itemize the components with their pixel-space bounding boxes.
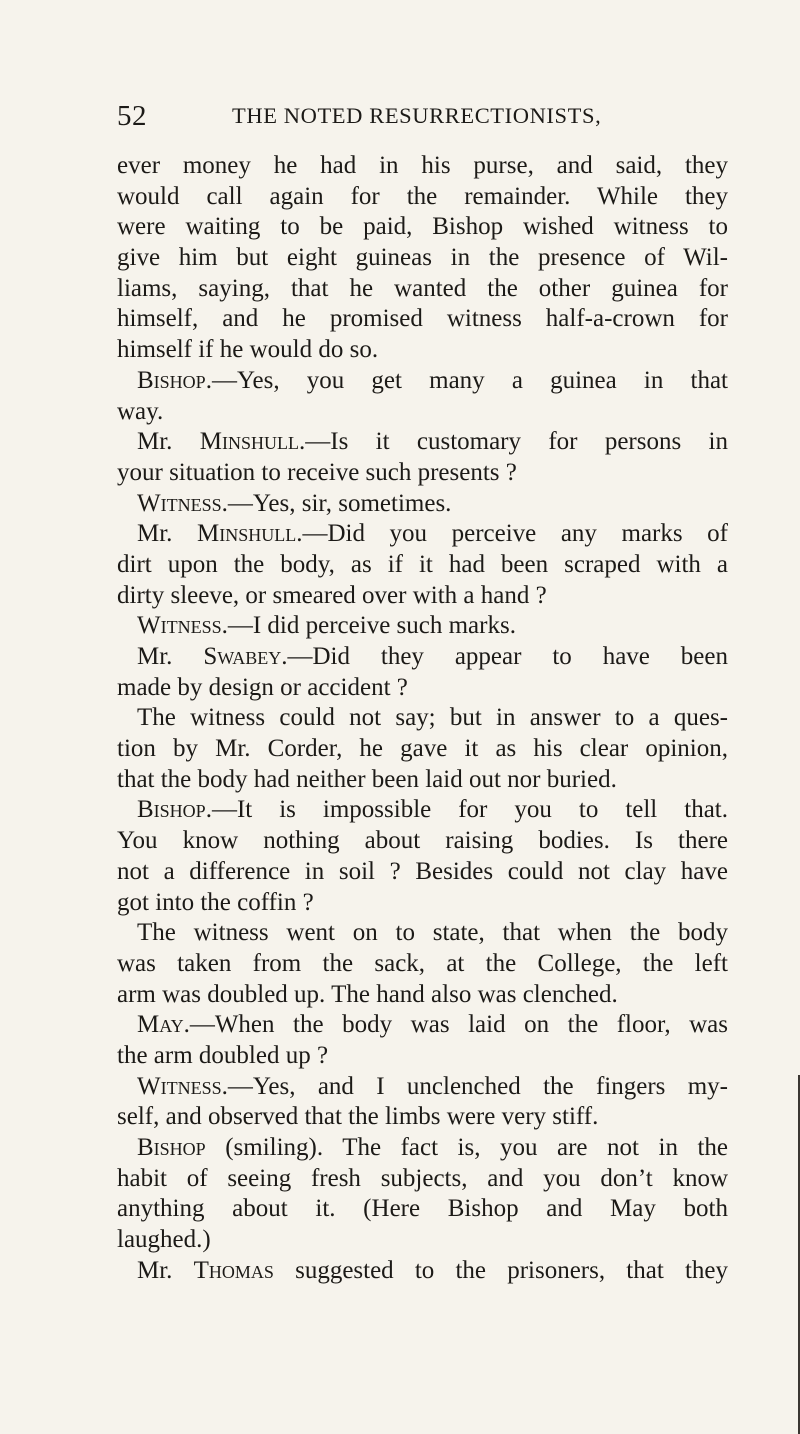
text-line bbox=[117, 458, 728, 489]
line-text: that the body had neither been laid out nor buried. bbox=[117, 765, 617, 793]
line-text: —Yes, sir, sometimes. bbox=[227, 489, 452, 517]
line-text: —I did perceive such marks. bbox=[227, 612, 516, 640]
line-text: self, and observed that the limbs were very stiff. bbox=[117, 1103, 599, 1131]
speaker-name: Bishop bbox=[137, 1134, 206, 1161]
text-line bbox=[117, 1041, 728, 1072]
text-line bbox=[117, 795, 728, 826]
text-line bbox=[117, 427, 728, 458]
speaker-name: Witness. bbox=[137, 1072, 228, 1100]
page-body-text bbox=[117, 151, 728, 1286]
line-text: —Is it customary for persons in bbox=[305, 428, 728, 456]
speaker-name: Witness. bbox=[137, 612, 228, 640]
line-text: (smiling). The fact is, you are not in the bbox=[205, 1134, 728, 1161]
line-text: dirty sleeve, or smeared over with a hand ? bbox=[117, 581, 547, 609]
text-line bbox=[117, 673, 728, 704]
line-text: —Did you perceive any marks of bbox=[302, 520, 728, 548]
line-text: liams, saying, that he wanted the other guinea for bbox=[117, 274, 728, 302]
page-number: 52 bbox=[117, 100, 147, 132]
text-line bbox=[117, 949, 728, 980]
line-text: your situation to receive such presents ? bbox=[117, 458, 517, 486]
line-text: made by design or accident ? bbox=[117, 673, 408, 701]
text-line bbox=[117, 703, 728, 734]
text-line bbox=[117, 1164, 728, 1195]
text-line bbox=[117, 857, 728, 888]
text-line bbox=[117, 611, 728, 642]
text-line bbox=[117, 182, 728, 213]
speaker-name: Minshull. bbox=[197, 520, 303, 548]
text-line bbox=[117, 826, 728, 857]
text-line bbox=[117, 1133, 728, 1164]
speaker-name: May. bbox=[137, 1011, 190, 1039]
text-line bbox=[117, 519, 728, 550]
text-line bbox=[117, 243, 728, 274]
text-line bbox=[117, 212, 728, 243]
line-text: suggested to the prisoners, that they bbox=[273, 1256, 728, 1284]
line-text: were waiting to be paid, Bishop wished witness to bbox=[117, 213, 728, 241]
text-line bbox=[117, 581, 728, 612]
text-line bbox=[117, 397, 728, 428]
speaker-prefix: Mr. bbox=[137, 1256, 194, 1284]
line-text: —When the body was laid on the floor, was bbox=[189, 1011, 728, 1039]
speaker-name: Bishop. bbox=[137, 796, 212, 824]
line-text: —Yes, you get many a guinea in that bbox=[211, 366, 728, 394]
line-text: —It is impossible for you to tell that. bbox=[211, 796, 728, 824]
line-text: You know nothing about raising bodies. Is there bbox=[117, 827, 728, 855]
line-text: The witness could not say; but in answer to a ques- bbox=[137, 704, 728, 732]
line-text: would call again for the remainder. While they bbox=[117, 182, 728, 210]
text-line bbox=[117, 1072, 728, 1103]
text-line bbox=[117, 489, 728, 520]
line-text: give him but eight guineas in the presence of Wil- bbox=[117, 244, 728, 272]
text-line bbox=[117, 734, 728, 765]
speaker-prefix: Mr. bbox=[137, 643, 204, 670]
line-text: the arm doubled up ? bbox=[117, 1041, 329, 1069]
text-line bbox=[117, 366, 728, 397]
text-line bbox=[117, 550, 728, 581]
line-text: himself, and he promised witness half-a-crown for bbox=[117, 305, 728, 333]
text-line bbox=[117, 1194, 728, 1225]
text-line bbox=[117, 765, 728, 796]
speaker-name: Minshull. bbox=[199, 428, 306, 456]
text-line bbox=[117, 918, 728, 949]
line-text: himself if he would do so. bbox=[117, 336, 379, 364]
speaker-name: Thomas bbox=[193, 1256, 274, 1284]
line-text: not a difference in soil ? Besides could not clay have bbox=[117, 857, 728, 885]
line-text: anything about it. (Here Bishop and May both bbox=[117, 1195, 728, 1223]
text-line bbox=[117, 1225, 728, 1256]
speaker-prefix: Mr. bbox=[137, 428, 200, 456]
line-text: got into the coffin ? bbox=[117, 888, 314, 916]
text-line bbox=[117, 304, 728, 335]
text-line bbox=[117, 274, 728, 305]
text-line bbox=[117, 1256, 728, 1287]
text-line bbox=[117, 980, 728, 1011]
text-line bbox=[117, 1010, 728, 1041]
line-text: way. bbox=[117, 397, 164, 425]
line-text: tion by Mr. Corder, he gave it as his clear opinion, bbox=[117, 735, 728, 763]
line-text: was taken from the sack, at the College, the left bbox=[117, 949, 728, 977]
text-line bbox=[117, 642, 728, 673]
line-text: The witness went on to state, that when the body bbox=[137, 919, 728, 947]
speaker-name: Bishop. bbox=[137, 366, 212, 394]
line-text: habit of seeing fresh subjects, and you don’t know bbox=[117, 1164, 728, 1192]
speaker-name: Swabey. bbox=[203, 643, 288, 670]
speaker-name: Witness. bbox=[137, 489, 228, 517]
speaker-prefix: Mr. bbox=[137, 520, 197, 548]
text-line bbox=[117, 151, 728, 182]
running-head: THE NOTED RESURRECTIONISTS, bbox=[232, 103, 602, 128]
line-text: laughed.) bbox=[117, 1226, 211, 1254]
page-header bbox=[117, 100, 727, 134]
line-text: ever money he had in his purse, and said, they bbox=[117, 152, 728, 179]
line-text: arm was doubled up. The hand also was clenched. bbox=[117, 980, 618, 1008]
line-text: dirt upon the body, as if it had been scraped with a bbox=[117, 550, 728, 578]
text-line bbox=[117, 888, 728, 919]
text-line bbox=[117, 335, 728, 366]
text-line bbox=[117, 1102, 728, 1133]
line-text: —Did they appear to have been bbox=[287, 643, 728, 670]
line-text: —Yes, and I unclenched the fingers my- bbox=[227, 1072, 728, 1100]
